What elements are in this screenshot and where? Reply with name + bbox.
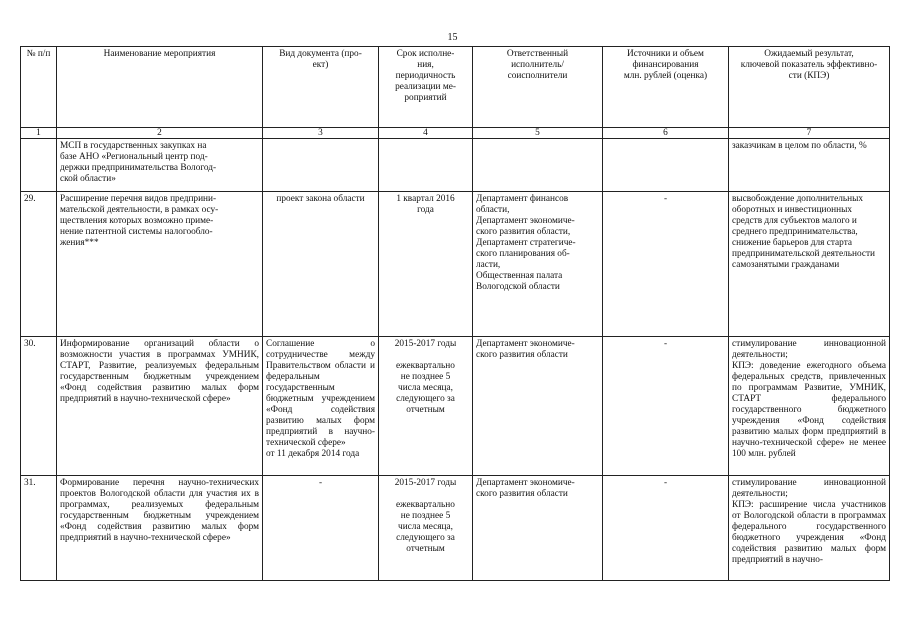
responsible	[473, 139, 603, 192]
column-number: 6	[603, 128, 729, 139]
document-type	[263, 139, 379, 192]
financing: -	[603, 192, 729, 337]
measure-name: МСП в государственных закупках на базе АНО «Региональный центр под- держки предпринимательства Вологод- ской области»	[57, 139, 263, 192]
financing	[603, 139, 729, 192]
term: 2015-2017 годы ежеквартально не позднее 5 числа месяца, следующего за отчетным	[379, 476, 473, 581]
measure-name: Формирование перечня научно-технических проектов Вологодской области для участия их в программах, реализуемых федеральным государственным бюджетным учреждением «Фонд содействия развитию малых форм предприятий в научно-технической сфере»	[57, 476, 263, 581]
document-type: проект закона области	[263, 192, 379, 337]
header-number: № п/п	[21, 47, 57, 128]
responsible: Департамент экономиче- ского развития области	[473, 337, 603, 476]
expected-result: стимулирование инновационной деятельности; КПЭ: доведение ежегодного объема федеральных средств, привлеченных по программам Развитие, УМНИК, СТАРТ федерального государственного бюджетного учреждения «Фонд содействия развитию малых форм предприятий в научно-технической сфере» не менее 100 млн. рублей	[729, 337, 890, 476]
header-term: Срок исполне- ния, периодичность реализации ме- роприятий	[379, 47, 473, 128]
column-number: 4	[379, 128, 473, 139]
financing: -	[603, 476, 729, 581]
table-row	[21, 476, 890, 581]
measure-name: Расширение перечня видов предприни- мательской деятельности, в рамках осу- ществления которых возможно приме- нение патентной системы налогообло- жения***	[57, 192, 263, 337]
document-type: -	[263, 476, 379, 581]
responsible: Департамент экономиче- ского развития области	[473, 476, 603, 581]
term: 1 квартал 2016 года	[379, 192, 473, 337]
table-row	[21, 139, 890, 192]
expected-result: заказчикам в целом по области, %	[729, 139, 890, 192]
row-number: 29.	[21, 192, 57, 337]
table-row	[21, 337, 890, 476]
term: 2015-2017 годы ежеквартально не позднее 5 числа месяца, следующего за отчетным	[379, 337, 473, 476]
table-row	[21, 192, 890, 337]
row-number: 31.	[21, 476, 57, 581]
financing: -	[603, 337, 729, 476]
row-number	[21, 139, 57, 192]
column-number: 1	[21, 128, 57, 139]
expected-result: стимулирование инновационной деятельности; КПЭ: расширение числа участников от Вологодской области в программах федерального государственного бюджетного учреждения «Фонд содействия развитию малых форм предприятий в научно-	[729, 476, 890, 581]
header-result: Ожидаемый результат, ключевой показатель эффективно- сти (КПЭ)	[729, 47, 890, 128]
header-document: Вид документа (про- ект)	[263, 47, 379, 128]
measures-table	[20, 46, 890, 581]
header-row	[21, 47, 890, 128]
page-number: 15	[447, 32, 458, 43]
header-responsible: Ответственный исполнитель/ соисполнители	[473, 47, 603, 128]
header-name: Наименование мероприятия	[57, 47, 263, 128]
header-financing: Источники и объем финансирования млн. рублей (оценка)	[603, 47, 729, 128]
column-number: 7	[729, 128, 890, 139]
responsible: Департамент финансов области, Департамент экономиче- ского развития области, Департамент стратегиче- ского планирования об- ласти, Общественная палата Вологодской области	[473, 192, 603, 337]
document-type: Соглашение о сотрудничестве между Правительством области и федеральным государственным бюджетным учреждением «Фонд содействия развитию малых форм предприятий в научно-технической сфере» от 11 декабря 2014 года	[263, 337, 379, 476]
column-number: 2	[57, 128, 263, 139]
expected-result: высвобождение дополнительных оборотных и инвестиционных средств для субъектов малого и среднего предпринимательства, снижение барьеров для старта предпринимательской деятельности самозанятыми гражданами	[729, 192, 890, 337]
term	[379, 139, 473, 192]
row-number: 30.	[21, 337, 57, 476]
column-number-row	[21, 128, 890, 139]
column-number: 5	[473, 128, 603, 139]
column-number: 3	[263, 128, 379, 139]
measure-name: Информирование организаций области о возможности участия в программах УМНИК, СТАРТ, Развитие, реализуемых федеральным государственным бюджетным учреждением «Фонд содействия развитию малых форм предприятий в научно-технической сфере»	[57, 337, 263, 476]
